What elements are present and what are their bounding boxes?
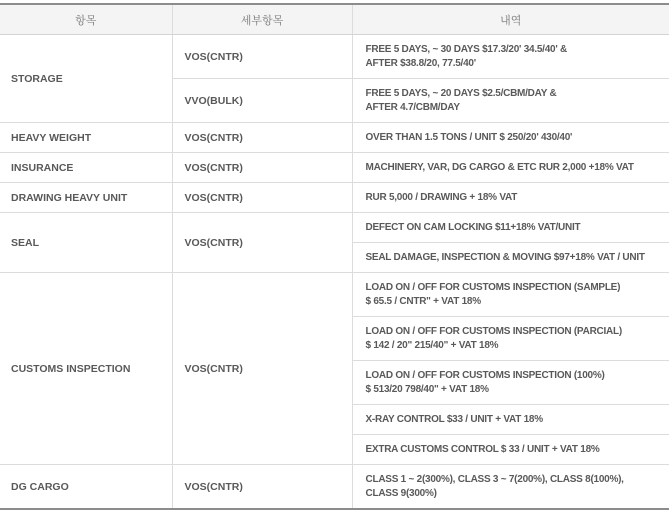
detail-line: CLASS 1 ~ 2(300%), CLASS 3 ~ 7(200%), CLASS 8(100%), [365,473,624,485]
detail-cell [352,465,669,510]
detail-cell [352,79,669,123]
header-details: 내역 [352,4,669,35]
category-customs-inspection: CUSTOMS INSPECTION [0,273,172,465]
table-row [0,213,669,243]
subcategory-cell: VOS(CNTR) [172,213,352,273]
table-row [0,35,669,79]
detail-line: $ 142 / 20" 215/40" + VAT 18% [365,339,499,351]
detail-cell [352,317,669,361]
detail-line: AFTER $38.8/20, 77.5/40' [365,57,476,69]
detail-cell [352,273,669,317]
detail-cell: SEAL DAMAGE, INSPECTION & MOVING $97+18% VAT / UNIT [352,243,669,273]
table-row [0,153,669,183]
header-row [0,4,669,35]
detail-line: $ 65.5 / CNTR" + VAT 18% [365,295,481,307]
category-dg-cargo: DG CARGO [0,465,172,510]
table-row [0,123,669,153]
detail-cell: MACHINERY, VAR, DG CARGO & ETC RUR 2,000 +18% VAT [352,153,669,183]
detail-cell [352,361,669,405]
detail-cell: X-RAY CONTROL $33 / UNIT + VAT 18% [352,405,669,435]
header-category: 항목 [0,4,172,35]
detail-line: LOAD ON / OFF FOR CUSTOMS INSPECTION (SAMPLE) [365,281,621,293]
detail-line: FREE 5 DAYS, ~ 30 DAYS $17.3/20' 34.5/40' & [365,43,567,55]
subcategory-cell: VOS(CNTR) [172,35,352,79]
detail-cell: DEFECT ON CAM LOCKING $11+18% VAT/UNIT [352,213,669,243]
category-heavy-weight: HEAVY WEIGHT [0,123,172,153]
subcategory-cell: VOS(CNTR) [172,465,352,510]
subcategory-cell: VVO(BULK) [172,79,352,123]
header-subcategory: 세부항목 [172,4,352,35]
table-row [0,273,669,317]
subcategory-cell: VOS(CNTR) [172,153,352,183]
detail-line: AFTER 4.7/CBM/DAY [365,101,460,113]
detail-cell: OVER THAN 1.5 TONS / UNIT $ 250/20' 430/40' [352,123,669,153]
category-seal: SEAL [0,213,172,273]
table-row [0,183,669,213]
subcategory-cell: VOS(CNTR) [172,183,352,213]
tariff-table [0,3,669,510]
category-insurance: INSURANCE [0,153,172,183]
detail-cell: RUR 5,000 / DRAWING + 18% VAT [352,183,669,213]
detail-cell: EXTRA CUSTOMS CONTROL $ 33 / UNIT + VAT 18% [352,435,669,465]
detail-line: CLASS 9(300%) [365,487,437,499]
table-row [0,465,669,510]
detail-line: LOAD ON / OFF FOR CUSTOMS INSPECTION (100%) [365,369,605,381]
detail-cell [352,35,669,79]
category-drawing-heavy-unit: DRAWING HEAVY UNIT [0,183,172,213]
detail-line: $ 513/20 798/40" + VAT 18% [365,383,489,395]
category-storage: STORAGE [0,35,172,123]
detail-line: LOAD ON / OFF FOR CUSTOMS INSPECTION (PARCIAL) [365,325,622,337]
subcategory-cell: VOS(CNTR) [172,123,352,153]
detail-line: FREE 5 DAYS, ~ 20 DAYS $2.5/CBM/DAY & [365,87,557,99]
subcategory-cell: VOS(CNTR) [172,273,352,465]
